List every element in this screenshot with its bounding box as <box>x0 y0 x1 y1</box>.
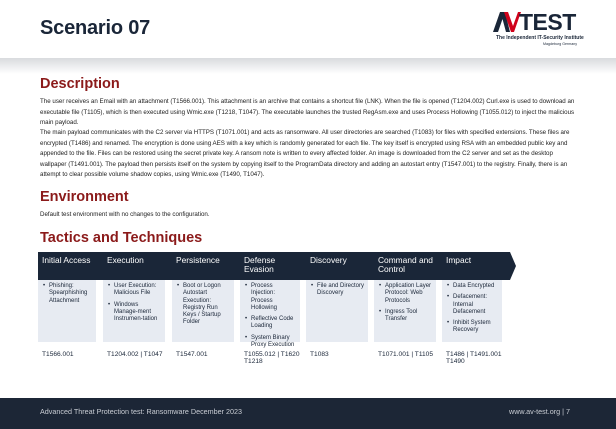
tactic-header: Execution <box>103 252 170 280</box>
technique-ids: T1566.001 <box>42 351 74 358</box>
technique-item: • Defacement: Internal Defacement <box>446 294 498 316</box>
technique-list <box>103 280 165 342</box>
footer-left-text: Advanced Threat Protection test: Ransomware December 2023 <box>40 407 243 416</box>
technique-ids: T1071.001 | T1105 <box>378 351 433 358</box>
description-heading: Description <box>40 76 120 92</box>
tactic-header: Impact <box>442 252 508 280</box>
technique-item: • User Execution: Malicious File <box>107 283 161 298</box>
technique-item: • Ingress Tool Transfer <box>378 309 432 324</box>
tactic-header: Persistence <box>172 252 238 280</box>
tactic-header: Initial Access <box>38 252 101 280</box>
technique-item: • Windows Manage-ment Instrumen-tation <box>107 302 161 324</box>
logo-location: Magdeburg Germany <box>543 42 577 46</box>
page-header <box>0 0 616 58</box>
footer-right-text: www.av-test.org | 7 <box>509 407 570 416</box>
tactic-header: Discovery <box>306 252 372 280</box>
technique-item: • Application Layer Protocol: Web Protocols <box>378 283 432 305</box>
page-title: Scenario 07 <box>40 17 151 39</box>
technique-list <box>172 280 234 342</box>
technique-ids: T1055.012 | T1620 T1218 <box>244 351 300 366</box>
environment-heading: Environment <box>40 189 129 205</box>
logo-tagline: The Independent IT-Security Institute <box>496 35 584 41</box>
technique-ids: T1547.001 <box>176 351 208 358</box>
technique-list <box>442 280 502 342</box>
header-shade <box>0 58 616 74</box>
page-footer <box>0 398 616 429</box>
technique-item: • Reflective Code Loading <box>244 316 296 331</box>
technique-item: • Process Injection: Process Hollowing <box>244 283 296 312</box>
technique-item: • Inhibit System Recovery <box>446 320 498 335</box>
technique-list <box>38 280 96 342</box>
technique-item: • System Binary Proxy Execution <box>244 335 296 350</box>
description-paragraph-2: The main payload communicates with the C2 server via HTTPS (T1071.001) and acts as ransomware. All user directories are searched (T1083) for files with specified extensions. These files are encrypted (T1486) and renamed. The encryption is done using AES with a key which is randomly generated for each file. The key itself is encrypted using RSA with an embedded public key and appended to the file. Files can be restored using the secret private key. A ransom note is written to every affected folder. An image is downloaded from the C2 server and set as the desktop wallpaper (T1491.001). The payload then persists itself on the system by copying itself to the ProgramData directory and adding an autostart entry (T1547.001) to the registry. Finally, there is an attempt to clear possible volume shadow copies, using Wmic.exe (T1490, T1047). <box>40 129 570 178</box>
technique-item: • Data Encrypted <box>446 283 498 290</box>
tactic-header: Command and Control <box>374 252 440 280</box>
technique-list <box>374 280 436 342</box>
technique-list <box>306 280 368 342</box>
technique-ids: T1486 | T1491.001 T1490 <box>446 351 502 366</box>
technique-ids: T1083 <box>310 351 329 358</box>
av-test-logo <box>491 9 584 50</box>
technique-item: • Phishing: Spearphishing Attachment <box>42 283 92 305</box>
technique-item: • Boot or Logon Autostart Execution: Registry Run Keys / Startup Folder <box>176 283 230 327</box>
tactic-chevron-icon <box>508 252 516 280</box>
environment-text: Default test environment with no changes to the configuration. <box>40 211 210 218</box>
logo-brand-text: TEST <box>519 9 576 35</box>
description-paragraph-1: The user receives an Email with an attachment (T1566.001). This attachment is an archive that contains a shortcut file (LNK). When the file is opened (T1204.002) Curl.exe is used to download an executable file (T1105), which is then executed using Wmic.exe (T1218, T1047). The executable launches the trusted RegAsm.exe and uses Process Hollowing (T1055.012) to inject the malicious main payload. <box>40 98 575 126</box>
technique-list <box>240 280 300 349</box>
technique-ids: T1204.002 | T1047 <box>107 351 163 358</box>
technique-item: • File and Directory Discovery <box>310 283 364 298</box>
tactics-heading: Tactics and Techniques <box>40 230 203 246</box>
tactic-header: Defense Evasion <box>240 252 304 280</box>
av-logo-mark-icon <box>491 10 521 34</box>
